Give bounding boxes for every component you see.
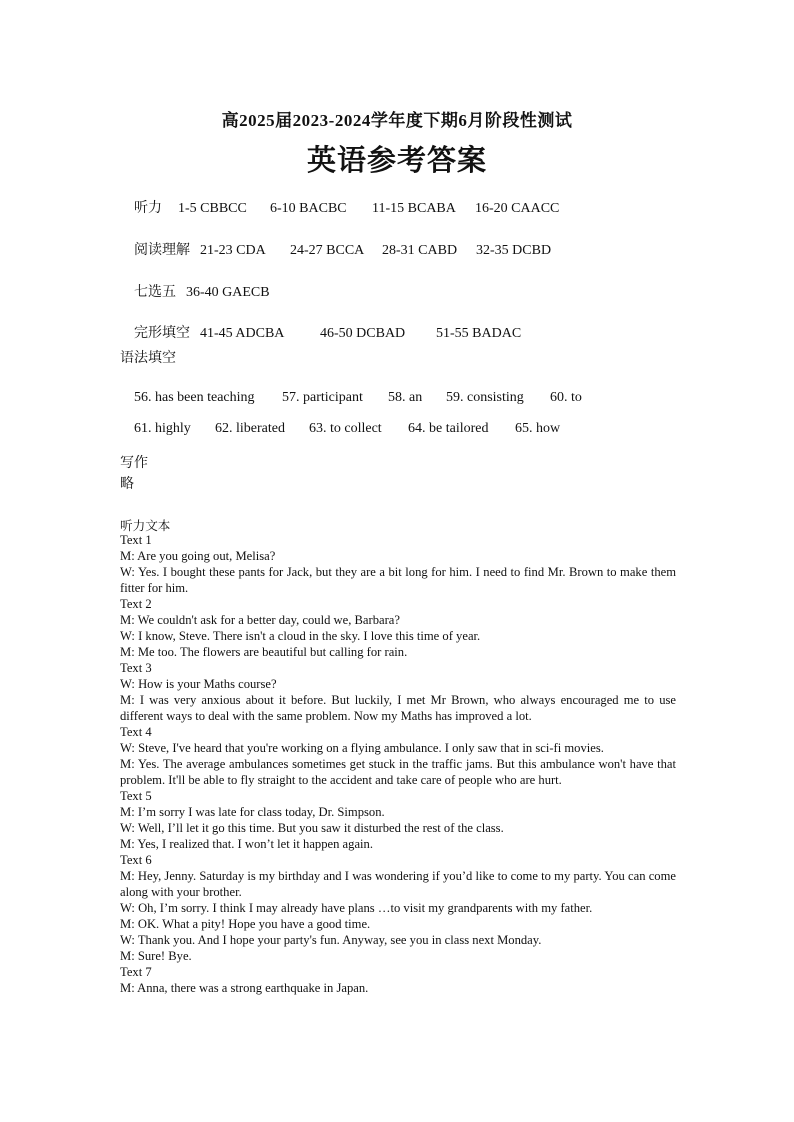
answer-item: 65. how xyxy=(515,421,561,436)
answer-group: 21-23 CDA xyxy=(200,243,266,258)
answer-item: 63. to collect xyxy=(309,421,382,436)
writing-label: 写作 xyxy=(120,456,148,471)
transcript-line: M: Anna, there was a strong earthquake in Japan. xyxy=(120,981,369,995)
transcript-line: W: Yes. I bought these pants for Jack, but they are a bit long for him. I need to find Mr. Brown to make them fitter for him. xyxy=(120,565,676,595)
transcript-line: W: How is your Maths course? xyxy=(120,677,277,691)
transcript-line: Text 7 xyxy=(120,965,152,979)
transcript-line: M: I was very anxious about it before. But luckily, I met Mr Brown, who always encouraged me to use different ways to deal with the same problem. Now my Maths has improved a lot. xyxy=(120,693,676,723)
grammar-answers-row-2 xyxy=(120,405,560,453)
section-label: 阅读理解 xyxy=(134,243,190,258)
answer-group: 1-5 CBBCC xyxy=(178,201,247,216)
answer-group: 6-10 BACBC xyxy=(270,201,347,216)
answer-group: 24-27 BCCA xyxy=(290,243,365,258)
answer-item: 60. to xyxy=(550,390,582,405)
transcript-line: M: Yes, I realized that. I won’t let it happen again. xyxy=(120,837,373,851)
cloze-answers xyxy=(120,306,521,358)
answer-group: 36-40 GAECB xyxy=(186,285,270,300)
page-title: 英语参考答案 xyxy=(306,145,487,177)
answer-item: 64. be tailored xyxy=(408,421,489,436)
transcript-line: M: Me too. The flowers are beautiful but calling for rain. xyxy=(120,645,408,659)
transcript-line: W: Thank you. And I hope your party's fun. Anyway, see you in class next Monday. xyxy=(120,933,542,947)
answer-item: 61. highly xyxy=(134,421,191,436)
answer-group: 16-20 CAACC xyxy=(475,201,560,216)
transcript-line: M: Are you going out, Melisa? xyxy=(120,549,276,563)
answer-group: 11-15 BCABA xyxy=(372,201,456,216)
section-label: 七选五 xyxy=(134,285,176,300)
section-label: 完形填空 xyxy=(134,326,190,341)
answer-group: 51-55 BADAC xyxy=(436,326,522,341)
transcript-line: Text 2 xyxy=(120,597,152,611)
transcript-line: Text 5 xyxy=(120,789,152,803)
transcript-line: W: Well, I’ll let it go this time. But you saw it disturbed the rest of the class. xyxy=(120,821,504,835)
transcript-line: W: Steve, I've heard that you're working on a flying ambulance. I only saw that in sci-fi movies. xyxy=(120,741,604,755)
transcript-line: M: Hey, Jenny. Saturday is my birthday and I was wondering if you’d like to come to my party. You can come along with your brother. xyxy=(120,869,676,899)
exam-subtitle: 高2025届2023-2024学年度下期6月阶段性测试 xyxy=(221,111,573,130)
answer-item: 62. liberated xyxy=(215,421,285,436)
transcript-line: M: I’m sorry I was late for class today, Dr. Simpson. xyxy=(120,805,385,819)
answer-group: 41-45 ADCBA xyxy=(200,326,285,341)
grammar-label: 语法填空 xyxy=(120,351,176,366)
transcript-line: M: Sure! Bye. xyxy=(120,949,192,963)
listening-transcript xyxy=(120,532,676,996)
answer-item: 57. participant xyxy=(282,390,363,405)
transcript-line: M: OK. What a pity! Hope you have a good time. xyxy=(120,917,371,931)
transcript-line: W: I know, Steve. There isn't a cloud in the sky. I love this time of year. xyxy=(120,629,481,643)
answer-item: 58. an xyxy=(388,390,423,405)
answer-group: 46-50 DCBAD xyxy=(320,326,406,341)
answer-item: 56. has been teaching xyxy=(134,390,255,405)
transcript-heading: 听力文本 xyxy=(120,519,171,533)
transcript-line: Text 6 xyxy=(120,853,152,867)
transcript-line: M: Yes. The average ambulances sometimes get stuck in the traffic jams. But this ambulance won't have that problem. It'll be able to fly straight to the accident and take care of people who are hurt. xyxy=(120,757,676,787)
transcript-line: W: Oh, I’m sorry. I think I may already have plans …to visit my grandparents with my father. xyxy=(120,901,593,915)
answer-item: 59. consisting xyxy=(446,390,524,405)
section-label: 听力 xyxy=(134,201,162,216)
transcript-line: Text 1 xyxy=(120,533,152,547)
transcript-line: Text 4 xyxy=(120,725,152,739)
transcript-line: M: We couldn't ask for a better day, could we, Barbara? xyxy=(120,613,400,627)
transcript-line: Text 3 xyxy=(120,661,152,675)
answer-group: 32-35 DCBD xyxy=(476,243,552,258)
answer-group: 28-31 CABD xyxy=(382,243,458,258)
writing-value: 略 xyxy=(120,477,134,492)
